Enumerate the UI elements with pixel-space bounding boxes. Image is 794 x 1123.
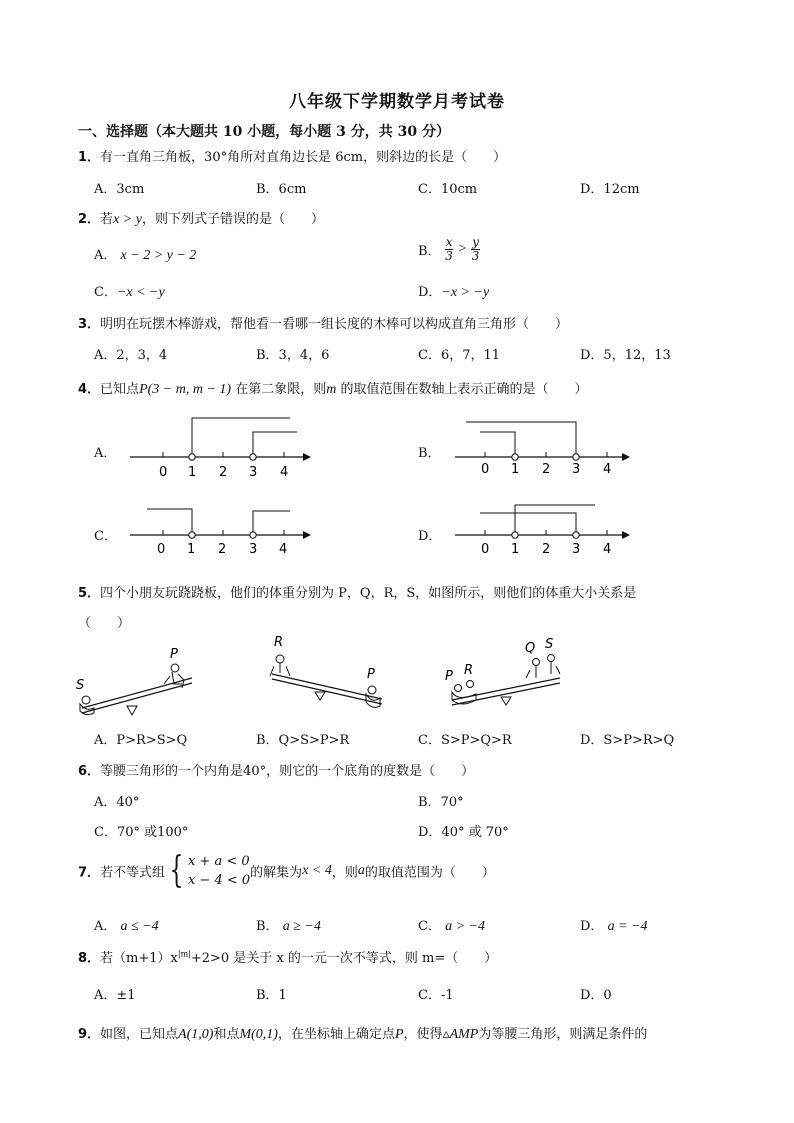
- option-d: D． a = −4: [580, 919, 648, 934]
- tick-label: 1: [187, 542, 196, 557]
- tick-label: 0: [481, 462, 490, 477]
- option-b: B．1: [256, 988, 287, 1003]
- question-text: 等腰三角形的一个内角是40°，则它的一个底角的度数是（ ）: [100, 764, 475, 779]
- option-d: D．5，12，13: [580, 348, 671, 363]
- tick-label: 2: [218, 542, 227, 557]
- question-1: [78, 146, 506, 165]
- question-text: 明明在玩摆木棒游戏，帮他看一看哪一组长度的木棒可以构成直角三角形（ ）: [100, 317, 569, 332]
- question-2: 2．若x > y，则下列式子错误的是（ ）: [78, 212, 324, 227]
- option-a: A．±1: [94, 988, 136, 1003]
- tick-label: 4: [603, 462, 612, 477]
- section-heading: 一、选择题（本大题共 10 小题，每小题 3 分，共 30 分）: [78, 124, 450, 140]
- label-r: R: [274, 635, 284, 650]
- option-c: C．70° 或100°: [94, 825, 189, 840]
- question-number: 7．: [78, 865, 101, 881]
- number-line-a: [125, 410, 315, 480]
- question-number: 8．: [78, 951, 101, 966]
- label-p: P: [367, 667, 375, 682]
- condition-math: x > y: [113, 212, 142, 227]
- option-d: D．0: [580, 988, 612, 1003]
- question-number: 9．: [78, 1027, 101, 1042]
- option-b: B．3，4，6: [256, 348, 330, 363]
- label-r: R: [464, 663, 474, 678]
- seesaw-figure-3: [438, 632, 568, 720]
- tick-label: 3: [249, 465, 258, 480]
- question-8: 8．若$(m+1)x^{|m|}+2>0$ 是关于 x 的一元一次不等式，则 m=（ ）: [78, 949, 498, 966]
- number-line-b: [450, 410, 640, 480]
- label-p: P: [445, 669, 453, 684]
- fraction: $\frac{x}{3}$: [445, 235, 453, 263]
- tick-label: 1: [511, 462, 520, 477]
- option-b: B． $\frac{x}{3}$ > $\frac{y}{3}$: [418, 235, 480, 263]
- option-c: C．6，7，11: [418, 348, 501, 363]
- option-b: B．70°: [418, 795, 464, 810]
- question-number: 6．: [78, 764, 101, 779]
- option-a: A． a ≤ −4: [94, 919, 159, 934]
- tick-label: 3: [249, 542, 258, 557]
- option-c: C． a > −4: [418, 919, 485, 934]
- option-d: D．12cm: [580, 182, 640, 197]
- option-b: B． a ≥ −4: [256, 919, 321, 934]
- option-d: D．−x > −y: [418, 285, 490, 300]
- number-line-d: [450, 495, 640, 560]
- tick-label: 2: [542, 462, 551, 477]
- option-c: C．: [94, 529, 117, 544]
- tick-label: 4: [603, 542, 612, 557]
- tick-label: 0: [157, 542, 166, 557]
- question-4: 4．已知点P(3 − m, m − 1) 在第二象限，则m 的取值范围在数轴上表示正确的是（ ）: [78, 382, 588, 397]
- tick-label: 2: [542, 542, 551, 557]
- label-s: S: [76, 678, 85, 693]
- option-c: C．S>P>Q>R: [418, 733, 512, 748]
- question-number: 1．: [78, 150, 101, 165]
- tick-label: 3: [572, 462, 581, 477]
- tick-label: 0: [159, 465, 168, 480]
- inequality-system: x + a < 0 x − 4 < 0: [187, 854, 251, 888]
- question-6: [78, 760, 474, 779]
- question-7: 7．若不等式组 { x + a < 0 x − 4 < 0 的解集为x < 4，则a的取值范围为（ ）: [78, 850, 495, 891]
- tick-label: 4: [279, 542, 288, 557]
- option-c: C．10cm: [418, 182, 478, 197]
- option-c: C．-1: [418, 988, 454, 1003]
- question-number: 3．: [78, 317, 101, 332]
- option-a: A．P>R>S>Q: [94, 733, 188, 748]
- question-5: [78, 582, 636, 601]
- question-3: [78, 313, 568, 332]
- tick-label: 2: [219, 465, 228, 480]
- label-p: P: [170, 647, 178, 662]
- option-d: D．S>P>R>Q: [580, 733, 675, 748]
- tick-label: 1: [188, 465, 197, 480]
- seesaw-figure-2: [262, 632, 392, 720]
- question-number: 2．: [78, 212, 101, 227]
- option-a: A．40°: [94, 795, 140, 810]
- question-9: 9．如图，已知点A(1,0)和点M(0,1)，在坐标轴上确定点P，使得▵AMP为等腰三角形，则满足条件的: [78, 1027, 648, 1042]
- option-d: D．40° 或 70°: [418, 825, 509, 840]
- option-a: A．2，3，4: [94, 348, 168, 363]
- number-line-c: [125, 495, 315, 560]
- option-b: B．Q>S>P>R: [256, 733, 350, 748]
- seesaw-figure-1: [72, 640, 202, 722]
- tick-label: 0: [481, 542, 490, 557]
- option-b: B．: [418, 446, 441, 461]
- tick-label: 1: [511, 542, 520, 557]
- label-q: Q: [525, 641, 536, 656]
- tick-label: 3: [572, 542, 581, 557]
- option-a: A． x − 2 > y − 2: [94, 248, 197, 263]
- question-number: 5．: [78, 586, 101, 601]
- option-a: A．: [94, 446, 117, 461]
- option-c: C．−x < −y: [94, 285, 165, 300]
- question-5-cont: （ ）: [78, 616, 131, 631]
- page-title: 八年级下学期数学月考试卷: [289, 92, 505, 112]
- option-b: B．6cm: [256, 182, 307, 197]
- question-text: 有一直角三角板，30°角所对直角边长是 6cm，则斜边的长是（ ）: [100, 150, 507, 165]
- fraction: $\frac{y}{3}$: [471, 235, 480, 263]
- option-d: D．: [418, 529, 442, 544]
- option-a: A．3cm: [94, 182, 145, 197]
- tick-label: 4: [280, 465, 289, 480]
- label-s: S: [545, 637, 554, 652]
- point-math: P(3 − m, m − 1): [139, 382, 232, 397]
- question-number: 4．: [78, 382, 101, 397]
- question-text: 四个小朋友玩跷跷板，他们的体重分别为 P，Q，R，S，如图所示，则他们的体重大小关系是: [100, 586, 637, 601]
- brace: {: [169, 850, 184, 891]
